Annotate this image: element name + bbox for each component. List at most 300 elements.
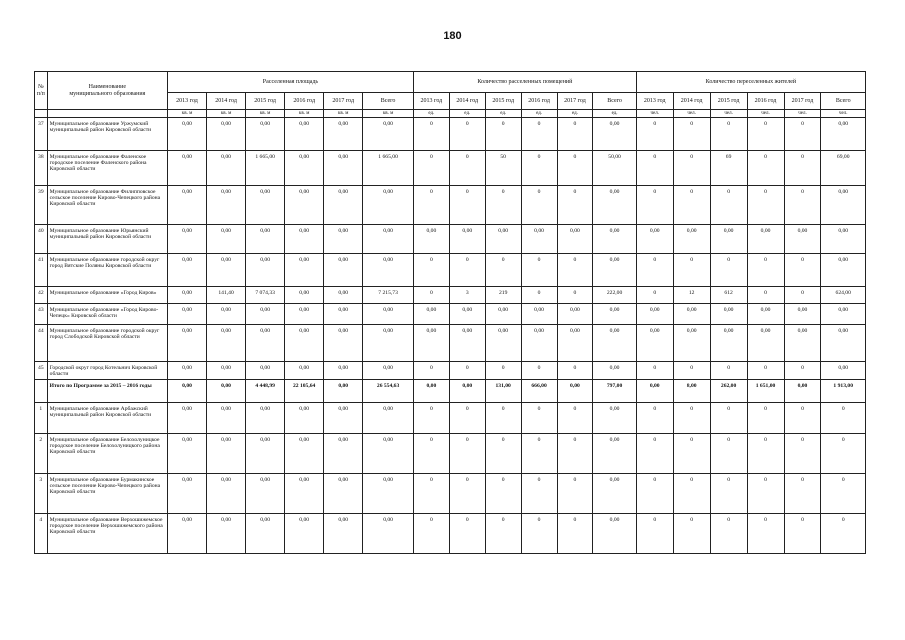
rooms-value: 0 xyxy=(557,118,593,151)
rooms-value: 0 xyxy=(521,186,557,225)
people-value: 0 xyxy=(747,186,784,225)
municipality-name: Муниципальное образование Филипповское сельское поселение Кирово-Чепецкого района Кировской области xyxy=(47,186,167,225)
rooms-value: 222,00 xyxy=(593,287,636,304)
area-value: 0,00 xyxy=(207,325,246,362)
area-value: 0,00 xyxy=(246,254,285,287)
rooms-value: 0,00 xyxy=(413,380,449,403)
row-number: 38 xyxy=(35,151,48,186)
rooms-value: 0 xyxy=(521,514,557,554)
unit-cell: ед. xyxy=(593,110,636,118)
area-value: 0,00 xyxy=(246,434,285,474)
rooms-value: 0 xyxy=(485,186,521,225)
people-value: 0 xyxy=(636,151,673,186)
people-value: 69 xyxy=(710,151,747,186)
rooms-value: 0,00 xyxy=(413,304,449,325)
area-value: 0,00 xyxy=(246,514,285,554)
area-value: 0,00 xyxy=(168,403,207,434)
people-value: 0,00 xyxy=(747,304,784,325)
area-value: 0,00 xyxy=(285,514,324,554)
row-number: 42 xyxy=(35,287,48,304)
row-number: 39 xyxy=(35,186,48,225)
area-value: 0,00 xyxy=(246,118,285,151)
people-value: 0 xyxy=(784,186,821,225)
rooms-value: 0 xyxy=(413,403,449,434)
people-value: 0,00 xyxy=(636,325,673,362)
municipality-name: Муниципальное образование Верхошижемское городское поселение Верхошижемского района Кировской области xyxy=(47,514,167,554)
people-value: 0 xyxy=(636,254,673,287)
area-value: 0,00 xyxy=(324,325,363,362)
area-value: 0,00 xyxy=(324,380,363,403)
area-value: 0,00 xyxy=(246,474,285,514)
area-value: 0,00 xyxy=(168,304,207,325)
unit-cell: ед. xyxy=(521,110,557,118)
area-value: 0,00 xyxy=(207,514,246,554)
area-value: 0,00 xyxy=(207,434,246,474)
people-value: 0,00 xyxy=(821,362,866,380)
rooms-value: 0 xyxy=(557,362,593,380)
people-value: 0 xyxy=(747,118,784,151)
area-value: 0,00 xyxy=(363,186,414,225)
rooms-value: 0,00 xyxy=(413,225,449,254)
rooms-value: 0,00 xyxy=(593,403,636,434)
people-value: 0,00 xyxy=(784,225,821,254)
people-value: 1 651,00 xyxy=(747,380,784,403)
year-header: Всего xyxy=(363,93,414,110)
area-value: 0,00 xyxy=(324,118,363,151)
people-value: 0 xyxy=(747,254,784,287)
area-value: 0,00 xyxy=(324,225,363,254)
rooms-value: 0,00 xyxy=(557,325,593,362)
rooms-value: 0,00 xyxy=(485,304,521,325)
units-row xyxy=(35,110,866,118)
row-number: 44 xyxy=(35,325,48,362)
people-value: 0 xyxy=(747,403,784,434)
people-value: 0,00 xyxy=(821,304,866,325)
row-number xyxy=(35,380,48,403)
unit-cell: чел. xyxy=(821,110,866,118)
rooms-value: 0 xyxy=(557,186,593,225)
people-value: 0 xyxy=(636,474,673,514)
people-value: 0,00 xyxy=(673,304,710,325)
unit-cell: кв. м xyxy=(324,110,363,118)
group-header-rooms: Количество расселенных помещений xyxy=(413,72,636,93)
year-header: 2014 год xyxy=(673,93,710,110)
rooms-value: 0 xyxy=(413,287,449,304)
year-header: 2013 год xyxy=(413,93,449,110)
people-value: 0,00 xyxy=(784,380,821,403)
area-value: 0,00 xyxy=(324,474,363,514)
area-value: 0,00 xyxy=(246,225,285,254)
area-value: 0,00 xyxy=(285,325,324,362)
area-value: 0,00 xyxy=(168,186,207,225)
area-value: 0,00 xyxy=(207,118,246,151)
municipality-name: Муниципальное образование Юрьянский муниципальный район Кировской области xyxy=(47,225,167,254)
rooms-value: 0 xyxy=(485,362,521,380)
rooms-value: 50,00 xyxy=(593,151,636,186)
area-value: 0,00 xyxy=(285,225,324,254)
people-value: 0,00 xyxy=(784,325,821,362)
unit-cell: ед. xyxy=(413,110,449,118)
unit-cell: кв. м xyxy=(207,110,246,118)
rooms-value: 0,00 xyxy=(593,362,636,380)
year-header: 2015 год xyxy=(246,93,285,110)
people-value: 612 xyxy=(710,287,747,304)
area-value: 1 665,00 xyxy=(363,151,414,186)
unit-cell: ед. xyxy=(449,110,485,118)
area-value: 0,00 xyxy=(246,362,285,380)
people-value: 0 xyxy=(821,434,866,474)
area-value: 0,00 xyxy=(363,474,414,514)
rooms-value: 0,00 xyxy=(449,304,485,325)
area-value: 141,40 xyxy=(207,287,246,304)
people-value: 69,00 xyxy=(821,151,866,186)
rooms-value: 0,00 xyxy=(593,434,636,474)
table-row xyxy=(35,434,866,474)
unit-cell: кв. м xyxy=(168,110,207,118)
people-value: 0 xyxy=(710,474,747,514)
people-value: 0 xyxy=(636,403,673,434)
table-row xyxy=(35,474,866,514)
year-header: 2014 год xyxy=(207,93,246,110)
rooms-value: 0 xyxy=(413,434,449,474)
area-value: 0,00 xyxy=(363,434,414,474)
people-value: 0 xyxy=(784,118,821,151)
municipality-name: Муниципальное образование Уржумский муниципальный район Кировской области xyxy=(47,118,167,151)
area-value: 0,00 xyxy=(285,118,324,151)
rooms-value: 0 xyxy=(449,403,485,434)
people-value: 0,00 xyxy=(747,225,784,254)
unit-cell: кв. м xyxy=(246,110,285,118)
people-value: 0 xyxy=(636,287,673,304)
people-value: 624,00 xyxy=(821,287,866,304)
table-row xyxy=(35,225,866,254)
people-value: 0,00 xyxy=(710,325,747,362)
people-value: 0 xyxy=(673,362,710,380)
municipality-name: Городской округ город Котельнич Кировской области xyxy=(47,362,167,380)
rooms-value: 0 xyxy=(521,434,557,474)
area-value: 0,00 xyxy=(285,254,324,287)
rooms-value: 219 xyxy=(485,287,521,304)
municipality-name: Муниципальное образование городской округ город Слободской Кировской области xyxy=(47,325,167,362)
area-value: 0,00 xyxy=(285,362,324,380)
rooms-value: 0,00 xyxy=(593,186,636,225)
people-value: 0 xyxy=(636,434,673,474)
rooms-value: 0,00 xyxy=(485,225,521,254)
year-header: 2015 год xyxy=(710,93,747,110)
rooms-value: 0 xyxy=(521,287,557,304)
area-value: 0,00 xyxy=(285,186,324,225)
area-value: 0,00 xyxy=(207,403,246,434)
year-header: 2013 год xyxy=(636,93,673,110)
rooms-value: 0 xyxy=(449,474,485,514)
area-value: 7 215,73 xyxy=(363,287,414,304)
municipality-name: Муниципальное образование городской округ город Вятские Поляны Кировской области xyxy=(47,254,167,287)
area-value: 7 074,33 xyxy=(246,287,285,304)
year-header: Всего xyxy=(593,93,636,110)
rooms-value: 0 xyxy=(521,362,557,380)
rooms-value: 131,00 xyxy=(485,380,521,403)
people-value: 0,00 xyxy=(636,225,673,254)
rooms-value: 0 xyxy=(485,434,521,474)
municipality-name: Муниципальное образование Белохолуницкое городское поселение Белохолуницкого района Кировской области xyxy=(47,434,167,474)
unit-cell: чел. xyxy=(673,110,710,118)
people-value: 0 xyxy=(821,514,866,554)
rooms-value: 0 xyxy=(413,474,449,514)
people-value: 0 xyxy=(821,474,866,514)
people-value: 0 xyxy=(710,362,747,380)
area-value: 26 554,63 xyxy=(363,380,414,403)
row-number: 1 xyxy=(35,403,48,434)
rooms-value: 0 xyxy=(557,254,593,287)
area-value: 0,00 xyxy=(285,403,324,434)
rooms-value: 0 xyxy=(521,118,557,151)
rooms-value: 0 xyxy=(485,514,521,554)
people-value: 0 xyxy=(710,118,747,151)
rooms-value: 0,00 xyxy=(449,325,485,362)
area-value: 0,00 xyxy=(363,362,414,380)
municipality-name: Итого по Программе за 2015 – 2016 годы xyxy=(47,380,167,403)
people-value: 0 xyxy=(673,151,710,186)
people-value: 0,00 xyxy=(636,380,673,403)
people-value: 0 xyxy=(673,118,710,151)
year-header: 2016 год xyxy=(285,93,324,110)
rooms-value: 0 xyxy=(557,287,593,304)
year-header: 2017 год xyxy=(784,93,821,110)
units-empty-cell xyxy=(47,110,167,118)
area-value: 0,00 xyxy=(207,304,246,325)
people-value: 0 xyxy=(636,362,673,380)
people-value: 0 xyxy=(784,151,821,186)
year-header: 2014 год xyxy=(449,93,485,110)
rooms-value: 0,00 xyxy=(557,304,593,325)
rooms-value: 0 xyxy=(413,514,449,554)
area-value: 0,00 xyxy=(363,225,414,254)
rooms-value: 0 xyxy=(521,254,557,287)
area-value: 0,00 xyxy=(207,151,246,186)
rooms-value: 0 xyxy=(413,151,449,186)
area-value: 0,00 xyxy=(324,514,363,554)
table-body xyxy=(35,110,866,554)
unit-cell: ед. xyxy=(557,110,593,118)
area-value: 0,00 xyxy=(246,304,285,325)
people-value: 262,00 xyxy=(710,380,747,403)
area-value: 0,00 xyxy=(285,151,324,186)
people-value: 0,00 xyxy=(636,304,673,325)
people-value: 0 xyxy=(747,514,784,554)
row-number: 43 xyxy=(35,304,48,325)
area-value: 0,00 xyxy=(246,325,285,362)
rooms-value: 0,00 xyxy=(521,325,557,362)
col-no-header: № п/п xyxy=(35,72,48,110)
area-value: 0,00 xyxy=(168,325,207,362)
area-value: 0,00 xyxy=(363,118,414,151)
people-value: 12 xyxy=(673,287,710,304)
unit-cell: чел. xyxy=(784,110,821,118)
area-value: 0,00 xyxy=(168,225,207,254)
row-number: 4 xyxy=(35,514,48,554)
area-value: 0,00 xyxy=(285,287,324,304)
area-value: 0,00 xyxy=(324,287,363,304)
rooms-value: 797,00 xyxy=(593,380,636,403)
area-value: 0,00 xyxy=(207,380,246,403)
people-value: 0 xyxy=(710,403,747,434)
unit-cell: чел. xyxy=(710,110,747,118)
rooms-value: 0,00 xyxy=(449,380,485,403)
rooms-value: 0 xyxy=(557,474,593,514)
rooms-value: 0,00 xyxy=(521,225,557,254)
year-header: 2015 год xyxy=(485,93,521,110)
rooms-value: 0,00 xyxy=(593,225,636,254)
area-value: 0,00 xyxy=(168,380,207,403)
people-value: 1 913,00 xyxy=(821,380,866,403)
table-row xyxy=(35,325,866,362)
row-number: 3 xyxy=(35,474,48,514)
resettlement-table xyxy=(34,71,866,554)
area-value: 0,00 xyxy=(363,304,414,325)
people-value: 0 xyxy=(710,434,747,474)
area-value: 0,00 xyxy=(168,514,207,554)
year-header: 2017 год xyxy=(324,93,363,110)
table-row xyxy=(35,151,866,186)
people-value: 8,00 xyxy=(673,380,710,403)
group-header-area: Расселенная площадь xyxy=(168,72,414,93)
rooms-value: 0 xyxy=(521,403,557,434)
rooms-value: 3 xyxy=(449,287,485,304)
area-value: 0,00 xyxy=(168,434,207,474)
people-value: 0 xyxy=(636,186,673,225)
area-value: 0,00 xyxy=(363,325,414,362)
area-value: 0,00 xyxy=(285,434,324,474)
rooms-value: 0 xyxy=(449,186,485,225)
people-value: 0 xyxy=(673,254,710,287)
area-value: 4 448,99 xyxy=(246,380,285,403)
people-value: 0 xyxy=(673,186,710,225)
rooms-value: 0,00 xyxy=(413,325,449,362)
area-value: 0,00 xyxy=(207,186,246,225)
table-row xyxy=(35,304,866,325)
municipality-name: Муниципальное образование «Город Киров» xyxy=(47,287,167,304)
rooms-value: 0 xyxy=(485,254,521,287)
area-value: 0,00 xyxy=(363,403,414,434)
rooms-value: 0 xyxy=(485,118,521,151)
rooms-value: 0 xyxy=(449,362,485,380)
people-value: 0,00 xyxy=(821,225,866,254)
municipality-name: Муниципальное образование «Город Кирово-Чепецк» Кировской области xyxy=(47,304,167,325)
rooms-value: 0,00 xyxy=(593,118,636,151)
people-value: 0,00 xyxy=(710,304,747,325)
area-value: 0,00 xyxy=(168,287,207,304)
row-number: 41 xyxy=(35,254,48,287)
area-value: 0,00 xyxy=(324,254,363,287)
people-value: 0,00 xyxy=(747,325,784,362)
people-value: 0 xyxy=(710,514,747,554)
rooms-value: 0,00 xyxy=(521,304,557,325)
rooms-value: 50 xyxy=(485,151,521,186)
rooms-value: 0,00 xyxy=(593,474,636,514)
rooms-value: 0,00 xyxy=(485,325,521,362)
rooms-value: 0 xyxy=(413,118,449,151)
area-value: 0,00 xyxy=(168,474,207,514)
people-value: 0,00 xyxy=(710,225,747,254)
people-value: 0 xyxy=(747,362,784,380)
area-value: 0,00 xyxy=(168,151,207,186)
rooms-value: 0 xyxy=(557,151,593,186)
rooms-value: 0 xyxy=(521,474,557,514)
area-value: 0,00 xyxy=(324,186,363,225)
units-empty-cell xyxy=(35,110,48,118)
rooms-value: 0 xyxy=(449,118,485,151)
rooms-value: 0 xyxy=(557,434,593,474)
rooms-value: 0 xyxy=(485,474,521,514)
people-value: 0 xyxy=(710,254,747,287)
area-value: 0,00 xyxy=(168,118,207,151)
table-row xyxy=(35,118,866,151)
rooms-value: 666,00 xyxy=(521,380,557,403)
table-row xyxy=(35,362,866,380)
table-row xyxy=(35,287,866,304)
unit-cell: чел. xyxy=(747,110,784,118)
table-row xyxy=(35,403,866,434)
area-value: 0,00 xyxy=(324,403,363,434)
area-value: 0,00 xyxy=(324,434,363,474)
people-value: 0 xyxy=(747,474,784,514)
people-value: 0 xyxy=(747,434,784,474)
unit-cell: ед. xyxy=(485,110,521,118)
rooms-value: 0 xyxy=(449,151,485,186)
area-value: 0,00 xyxy=(168,362,207,380)
people-value: 0 xyxy=(673,514,710,554)
people-value: 0 xyxy=(673,403,710,434)
table-row xyxy=(35,514,866,554)
people-value: 0,00 xyxy=(784,304,821,325)
people-value: 0 xyxy=(784,287,821,304)
people-value: 0 xyxy=(784,403,821,434)
rooms-value: 0,00 xyxy=(593,514,636,554)
rooms-value: 0,00 xyxy=(557,225,593,254)
people-value: 0 xyxy=(747,151,784,186)
area-value: 0,00 xyxy=(324,151,363,186)
rooms-value: 0 xyxy=(449,434,485,474)
municipality-name: Муниципальное образование Фаленское городское поселение Фаленского района Кировской области xyxy=(47,151,167,186)
row-number: 45 xyxy=(35,362,48,380)
col-name-header: Наименование муниципального образования xyxy=(47,72,167,110)
municipality-name: Муниципальное образование Бурмакинское сельское поселение Кирово-Чепецкого района Кировской области xyxy=(47,474,167,514)
unit-cell: чел. xyxy=(636,110,673,118)
year-header: 2017 год xyxy=(557,93,593,110)
people-value: 0 xyxy=(673,474,710,514)
area-value: 0,00 xyxy=(246,186,285,225)
people-value: 0 xyxy=(784,254,821,287)
rooms-value: 0 xyxy=(557,403,593,434)
total-row xyxy=(35,380,866,403)
rooms-value: 0 xyxy=(557,514,593,554)
people-value: 0,00 xyxy=(821,186,866,225)
people-value: 0 xyxy=(636,118,673,151)
people-value: 0,00 xyxy=(821,325,866,362)
people-value: 0 xyxy=(784,514,821,554)
area-value: 0,00 xyxy=(207,474,246,514)
row-number: 37 xyxy=(35,118,48,151)
year-header: Всего xyxy=(821,93,866,110)
year-header: 2016 год xyxy=(521,93,557,110)
rooms-value: 0 xyxy=(521,151,557,186)
area-value: 0,00 xyxy=(285,304,324,325)
people-value: 0 xyxy=(710,186,747,225)
rooms-value: 0 xyxy=(449,254,485,287)
rooms-value: 0 xyxy=(449,514,485,554)
area-value: 0,00 xyxy=(207,362,246,380)
rooms-value: 0,00 xyxy=(557,380,593,403)
